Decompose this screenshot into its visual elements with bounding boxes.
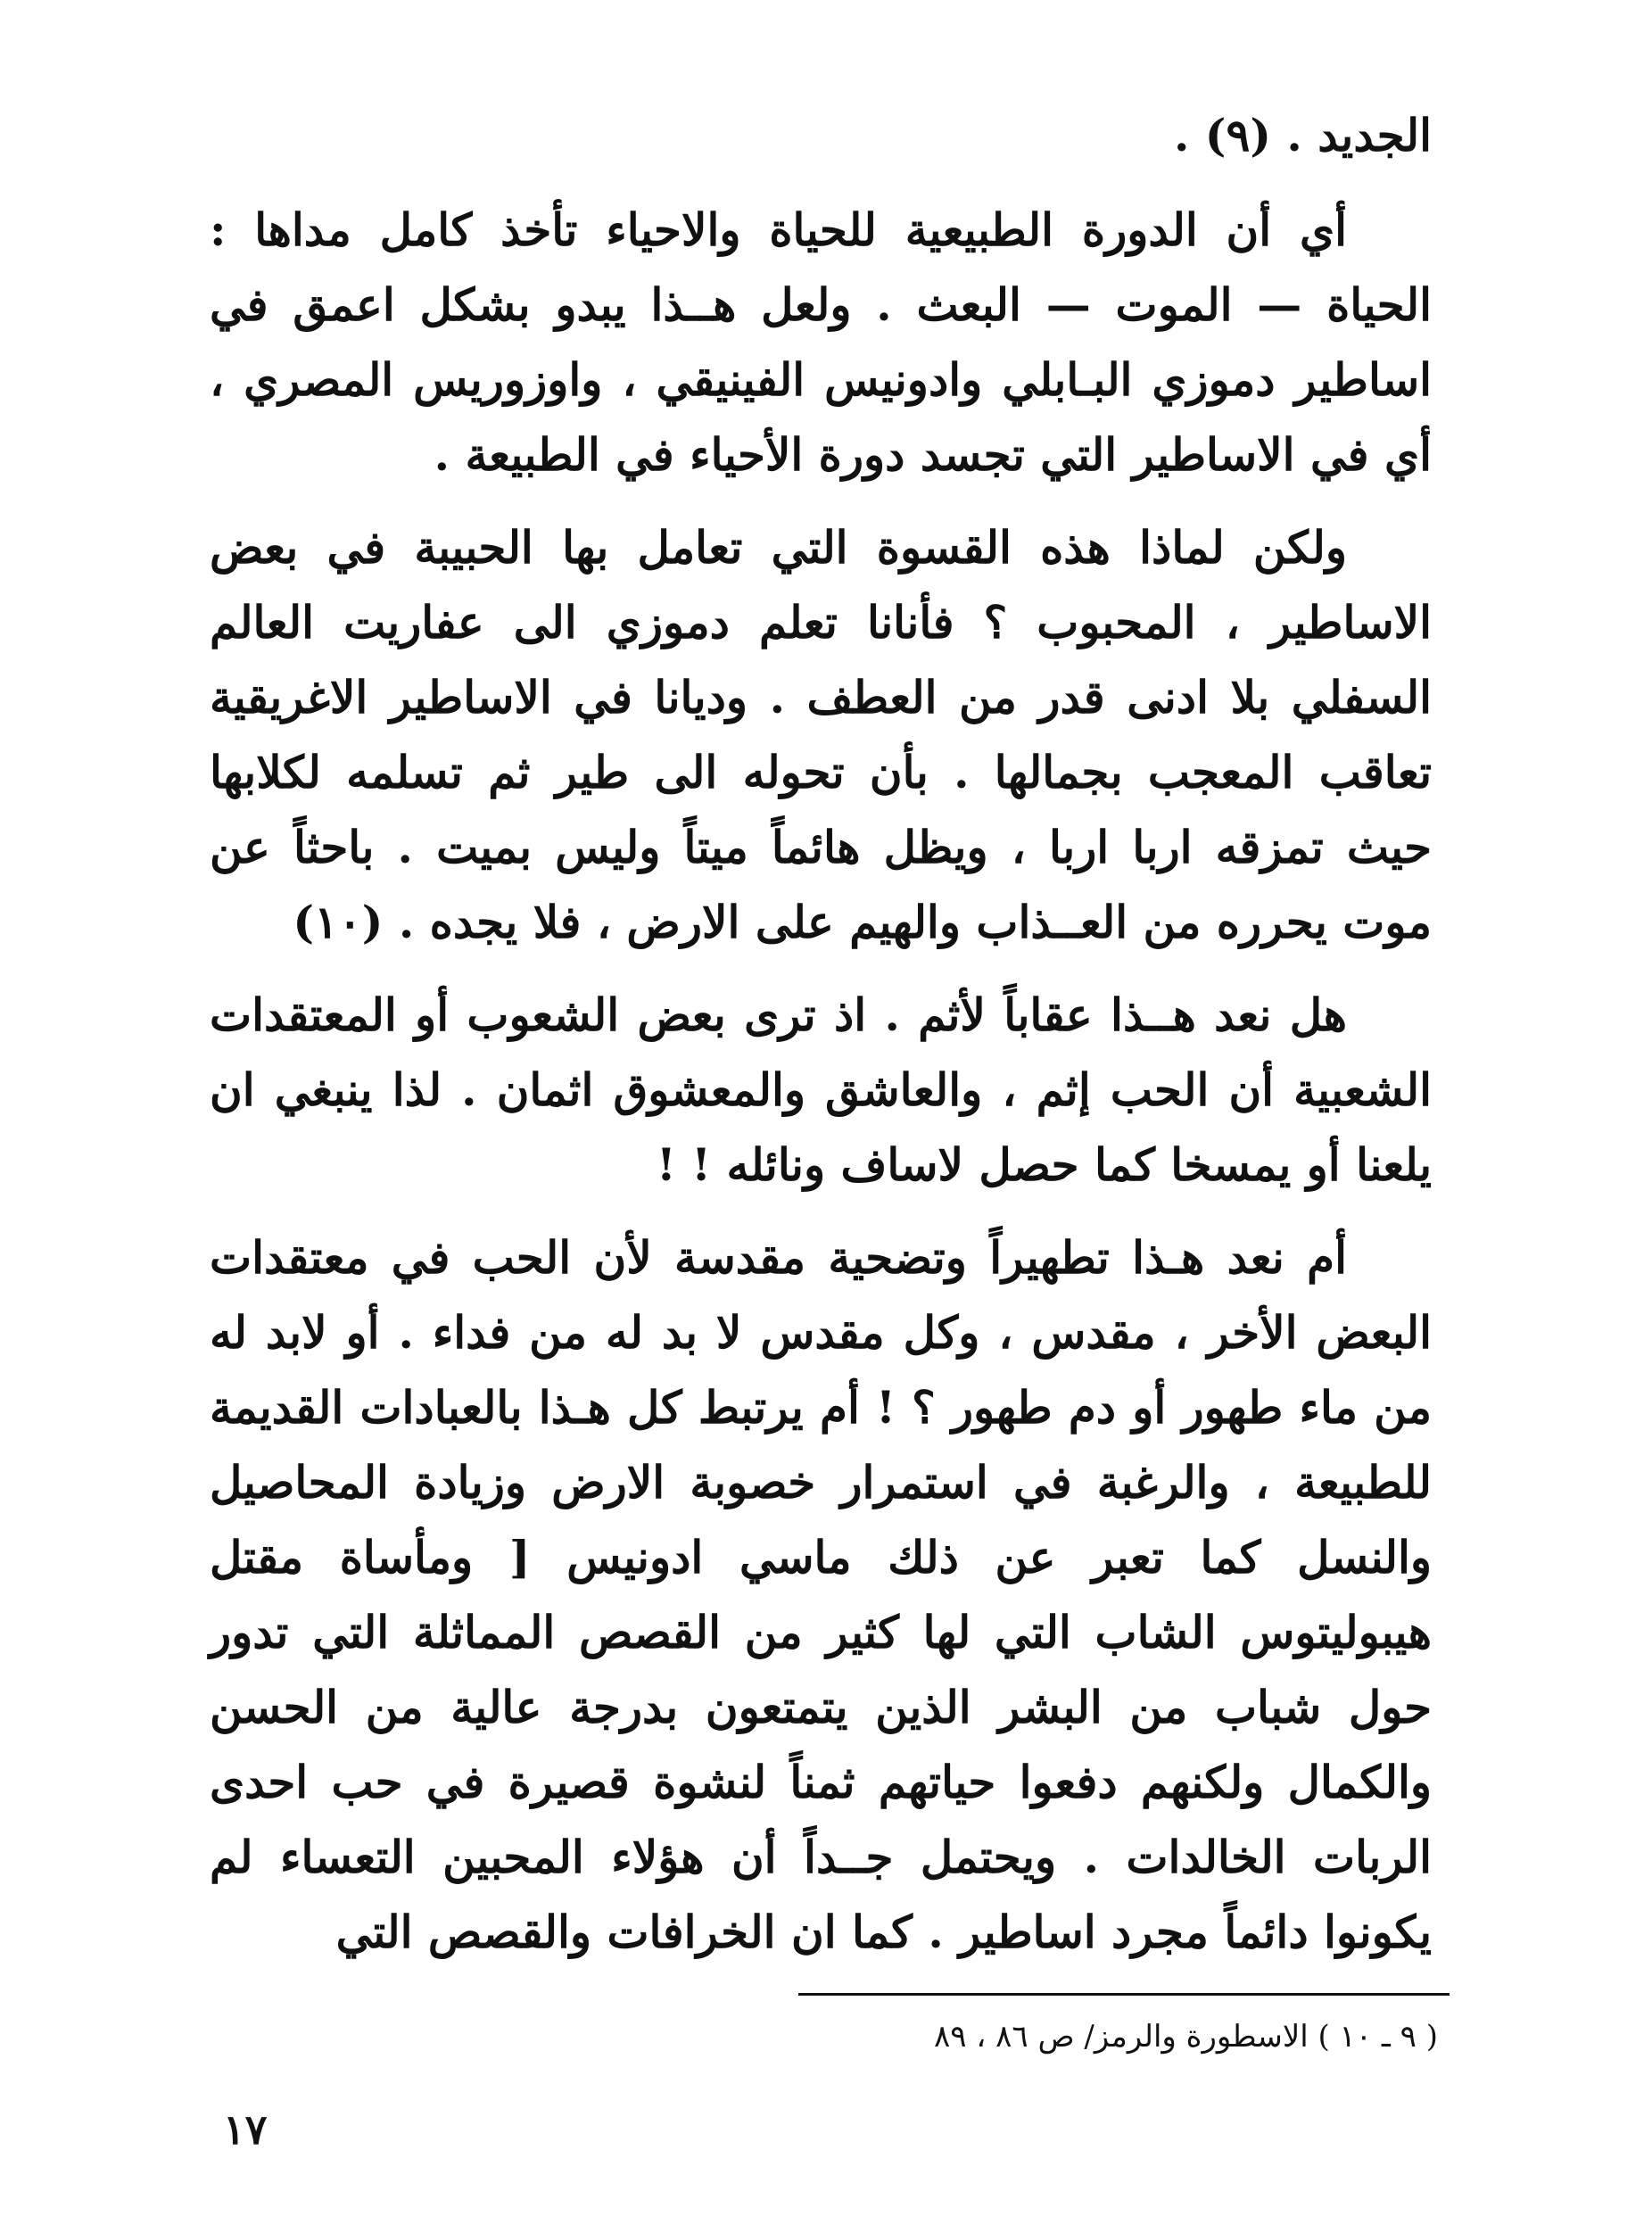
page-number: ١٧ bbox=[223, 2105, 268, 2154]
footnote: ( ٩ ـ ١٠ ) الاسطورة والرمز/ ص ٨٦ ، ٨٩ bbox=[934, 2019, 1438, 2055]
paragraph-purification: أم نعد هـذا تطهيراً وتضحية مقدسة لأن الحب في معتقدات البعض الأخر ، مقدس ، وكل مقدس لا بد له من فداء . أو لابد له من ماء طهور أو دم طهور ؟ ! أم يرتبط كل هـذا بالعبادات القديمة للطبيعة ، والرغبة في استمرار خصوبة الارض وزيادة المحاصيل والنسل كما تعبر عن ذلك ماسي ادونيس [ ومأساة مقتل هيبوليتوس الشاب التي لها كثير من القصص المماثلة التي تدور حول شباب من البشر الذين يتمتعون بدرجة عالية من الحسن والكمال ولكنهم دفعوا حياتهم ثمناً لنشوة قصيرة في حب احدى الربات الخالدات . ويحتمل جــداً أن هؤلاء المحبين التعساء لم يكونوا دائماً مجرد اساطير . كما ان الخرافات والقصص التي bbox=[210, 1231, 1432, 1958]
page-body bbox=[210, 98, 1432, 1988]
paragraph-cruelty-question: ولكن لماذا هذه القسوة التي تعامل بها الحبيبة في بعض الاساطير ، المحبوب ؟ فأنانا تعلم دموزي الى عفاريت العالم السفلي بلا ادنى قدر من العطف . وديانا في الاساطير الاغريقية تعاقب المعجب بجمالها . بأن تحوله الى طير ثم تسلمه لكلابها حيث تمزقه اربا اربا ، ويظل هائماً ميتاً وليس بميت . باحثاً عن موت يحرره من العــذاب والهيم على الارض ، فلا يجده . (١٠) bbox=[210, 521, 1432, 948]
paragraph-continuation: الجديد . (٩) . bbox=[1173, 109, 1432, 161]
footnote-divider bbox=[798, 1993, 1450, 1996]
paragraph-natural-cycle: أي أن الدورة الطبيعية للحياة والاحياء تأخذ كامل مداها : الحياة — الموت — البعث . ولعل هــذا يبدو بشكل اعمق في اساطير دموزي البـابلي وادونيس الفينيقي ، واوزوريس المصري ، أي في الاساطير التي تجسد دورة الأحياء في الطبيعة . bbox=[210, 203, 1432, 481]
paragraph-punishment: هل نعد هــذا عقاباً لأثم . اذ ترى بعض الشعوب أو المعتقدات الشعبية أن الحب إثم ، والعاشق والمعشوق اثمان . لذا ينبغي ان يلعنا أو يمسخا كما حصل لاساف ونائله ! ! bbox=[210, 988, 1432, 1191]
